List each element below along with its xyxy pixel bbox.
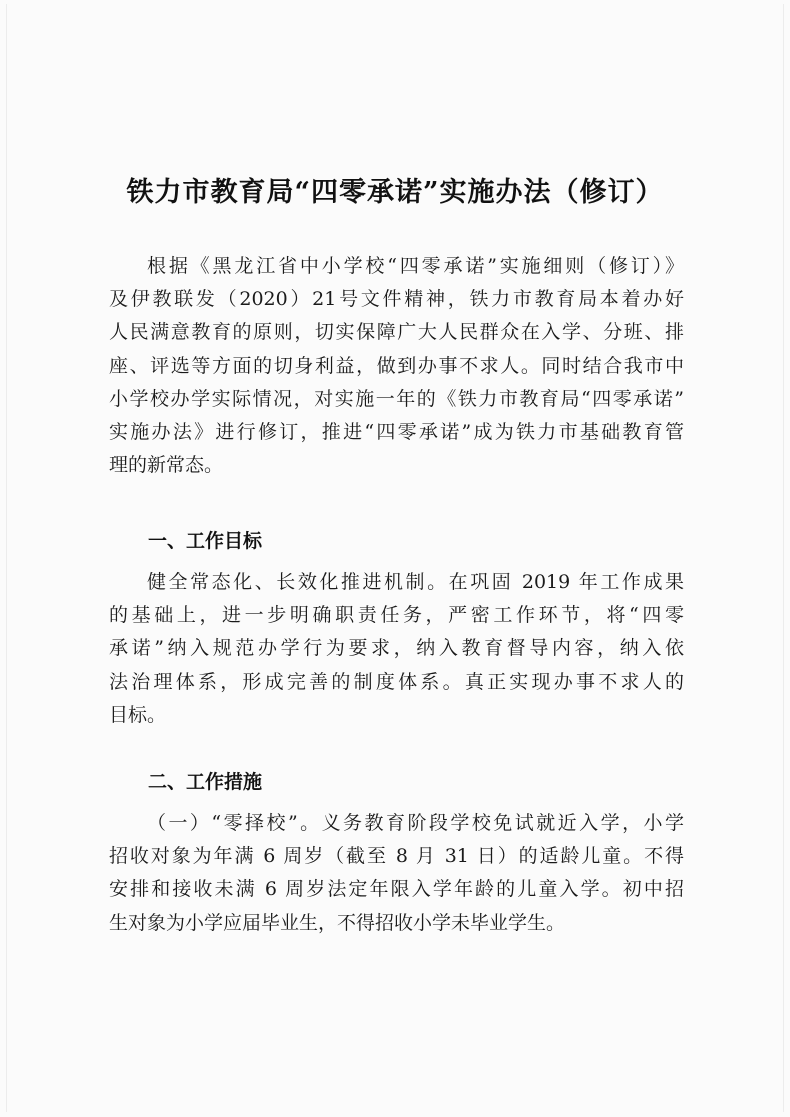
intro-line-6: 实施办法》进行修订，推进“四零承诺”成为铁力市基础教育管 [109, 421, 684, 444]
section-heading-goals: 一、工作目标 [148, 530, 263, 552]
measures-line-1: （一）“零择校”。义务教育阶段学校免试就近入学，小学 [147, 812, 684, 834]
intro-line-2: 及伊教联发（2020）21号文件精神，铁力市教育局本着办好 [109, 288, 684, 311]
intro-line-5: 小学校办学实际情况，对实施一年的《铁力市教育局“四零承诺” [109, 387, 684, 410]
goals-line-1: 健全常态化、长效化推进机制。在巩固 2019 年工作成果 [147, 571, 684, 593]
intro-line-3: 人民满意教育的原则，切实保障广大人民群众在入学、分班、排 [109, 321, 684, 344]
measures-line-3: 安排和接收未满 6 周岁法定年限入学年龄的儿童入学。初中招 [109, 878, 684, 901]
intro-line-4: 座、评选等方面的切身利益，做到办事不求人。同时结合我市中 [109, 354, 684, 377]
intro-line-1: 根据《黑龙江省中小学校“四零承诺”实施细则（修订）》 [147, 255, 684, 277]
goals-line-3: 承诺”纳入规范办学行为要求，纳入教育督导内容，纳入依 [109, 637, 684, 660]
intro-paragraph [109, 250, 684, 482]
section-heading-measures: 二、工作措施 [148, 771, 263, 793]
goals-line-4: 法治理体系，形成完善的制度体系。真正实现办事不求人的 [109, 670, 684, 693]
goals-paragraph [109, 566, 684, 732]
document-title: 铁力市教育局“四零承诺”实施办法（修订） [126, 177, 664, 208]
measures-line-4: 生对象为小学应届毕业生，不得招收小学未毕业学生。 [109, 911, 566, 934]
goals-line-5: 目标。 [109, 703, 167, 726]
measures-line-2: 招收对象为年满 6 周岁（截至 8 月 31 日）的适龄儿童。不得 [109, 845, 684, 868]
measures-paragraph [109, 807, 684, 940]
intro-line-7: 理的新常态。 [109, 454, 224, 477]
goals-line-2: 的基础上，进一步明确职责任务，严密工作环节，将“四零 [109, 604, 684, 627]
